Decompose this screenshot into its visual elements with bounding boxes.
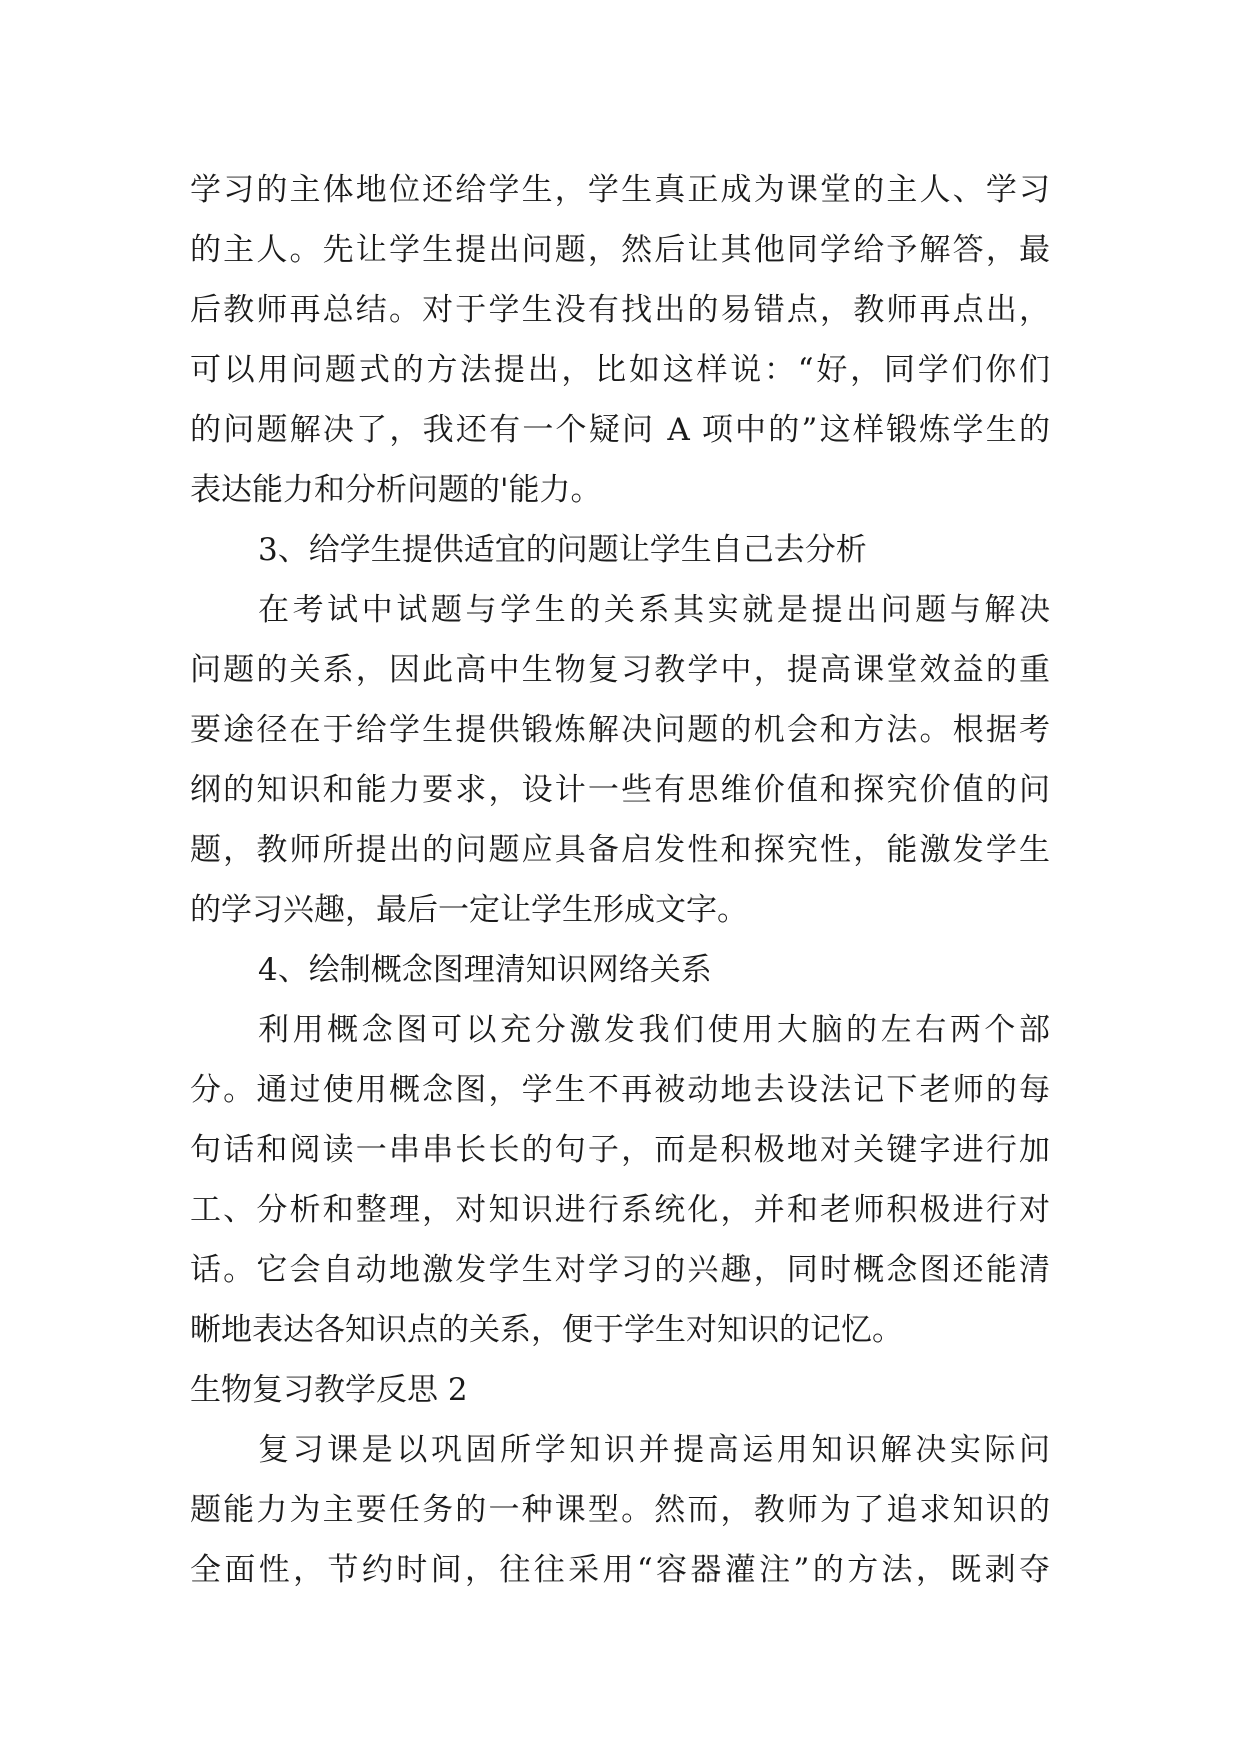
text-line: 学习的主体地位还给学生，学生真正成为课堂的主人、学习	[190, 172, 1050, 208]
text-line: 要途径在于给学生提供锻炼解决问题的机会和方法。根据考	[190, 712, 1050, 748]
document-body	[190, 160, 1050, 1600]
heading-text: 3、给学生提供适宜的问题让学生自己去分析	[258, 532, 867, 568]
paragraph-article-2	[190, 1420, 1050, 1600]
paragraph-section-3	[190, 580, 1050, 940]
text-line: 句话和阅读一串串长长的句子，而是积极地对关键字进行加	[190, 1132, 1050, 1168]
section-heading-3	[190, 520, 1050, 580]
text-line: 的主人。先让学生提出问题，然后让其他同学给予解答，最	[190, 232, 1050, 268]
text-line: 分。通过使用概念图，学生不再被动地去设法记下老师的每	[190, 1072, 1050, 1108]
text-line: 在考试中试题与学生的关系其实就是提出问题与解决	[258, 592, 1050, 628]
paragraph-section-4	[190, 1000, 1050, 1360]
text-line: 全面性，节约时间，往往采用“容器灌注”的方法，既剥夺	[190, 1552, 1050, 1588]
text-line: 工、分析和整理，对知识进行系统化，并和老师积极进行对	[190, 1192, 1050, 1228]
heading-text: 4、绘制概念图理清知识网络关系	[258, 952, 712, 988]
text-line: 晰地表达各知识点的关系，便于学生对知识的记忆。	[190, 1312, 903, 1348]
text-line: 的问题解决了，我还有一个疑问 A 项中的”这样锻炼学生的	[190, 412, 1050, 448]
text-line: 题能力为主要任务的一种课型。然而，教师为了追求知识的	[190, 1492, 1050, 1528]
text-line: 的学习兴趣，最后一定让学生形成文字。	[190, 892, 748, 928]
text-line: 纲的知识和能力要求，设计一些有思维价值和探究价值的问	[190, 772, 1050, 808]
text-line: 后教师再总结。对于学生没有找出的易错点，教师再点出，	[190, 292, 1050, 328]
article-title-2	[190, 1360, 1050, 1420]
text-line: 题，教师所提出的问题应具备启发性和探究性，能激发学生	[190, 832, 1050, 868]
text-line: 可以用问题式的方法提出，比如这样说：“好，同学们你们	[190, 352, 1050, 388]
section-heading-4	[190, 940, 1050, 1000]
article-title-text: 生物复习教学反思 2	[190, 1372, 468, 1408]
text-line: 表达能力和分析问题的'能力。	[190, 472, 602, 508]
text-line: 问题的关系，因此高中生物复习教学中，提高课堂效益的重	[190, 652, 1050, 688]
paragraph-continued	[190, 160, 1050, 520]
text-line: 复习课是以巩固所学知识并提高运用知识解决实际问	[258, 1432, 1050, 1468]
text-line: 利用概念图可以充分激发我们使用大脑的左右两个部	[258, 1012, 1050, 1048]
text-line: 话。它会自动地激发学生对学习的兴趣，同时概念图还能清	[190, 1252, 1050, 1288]
